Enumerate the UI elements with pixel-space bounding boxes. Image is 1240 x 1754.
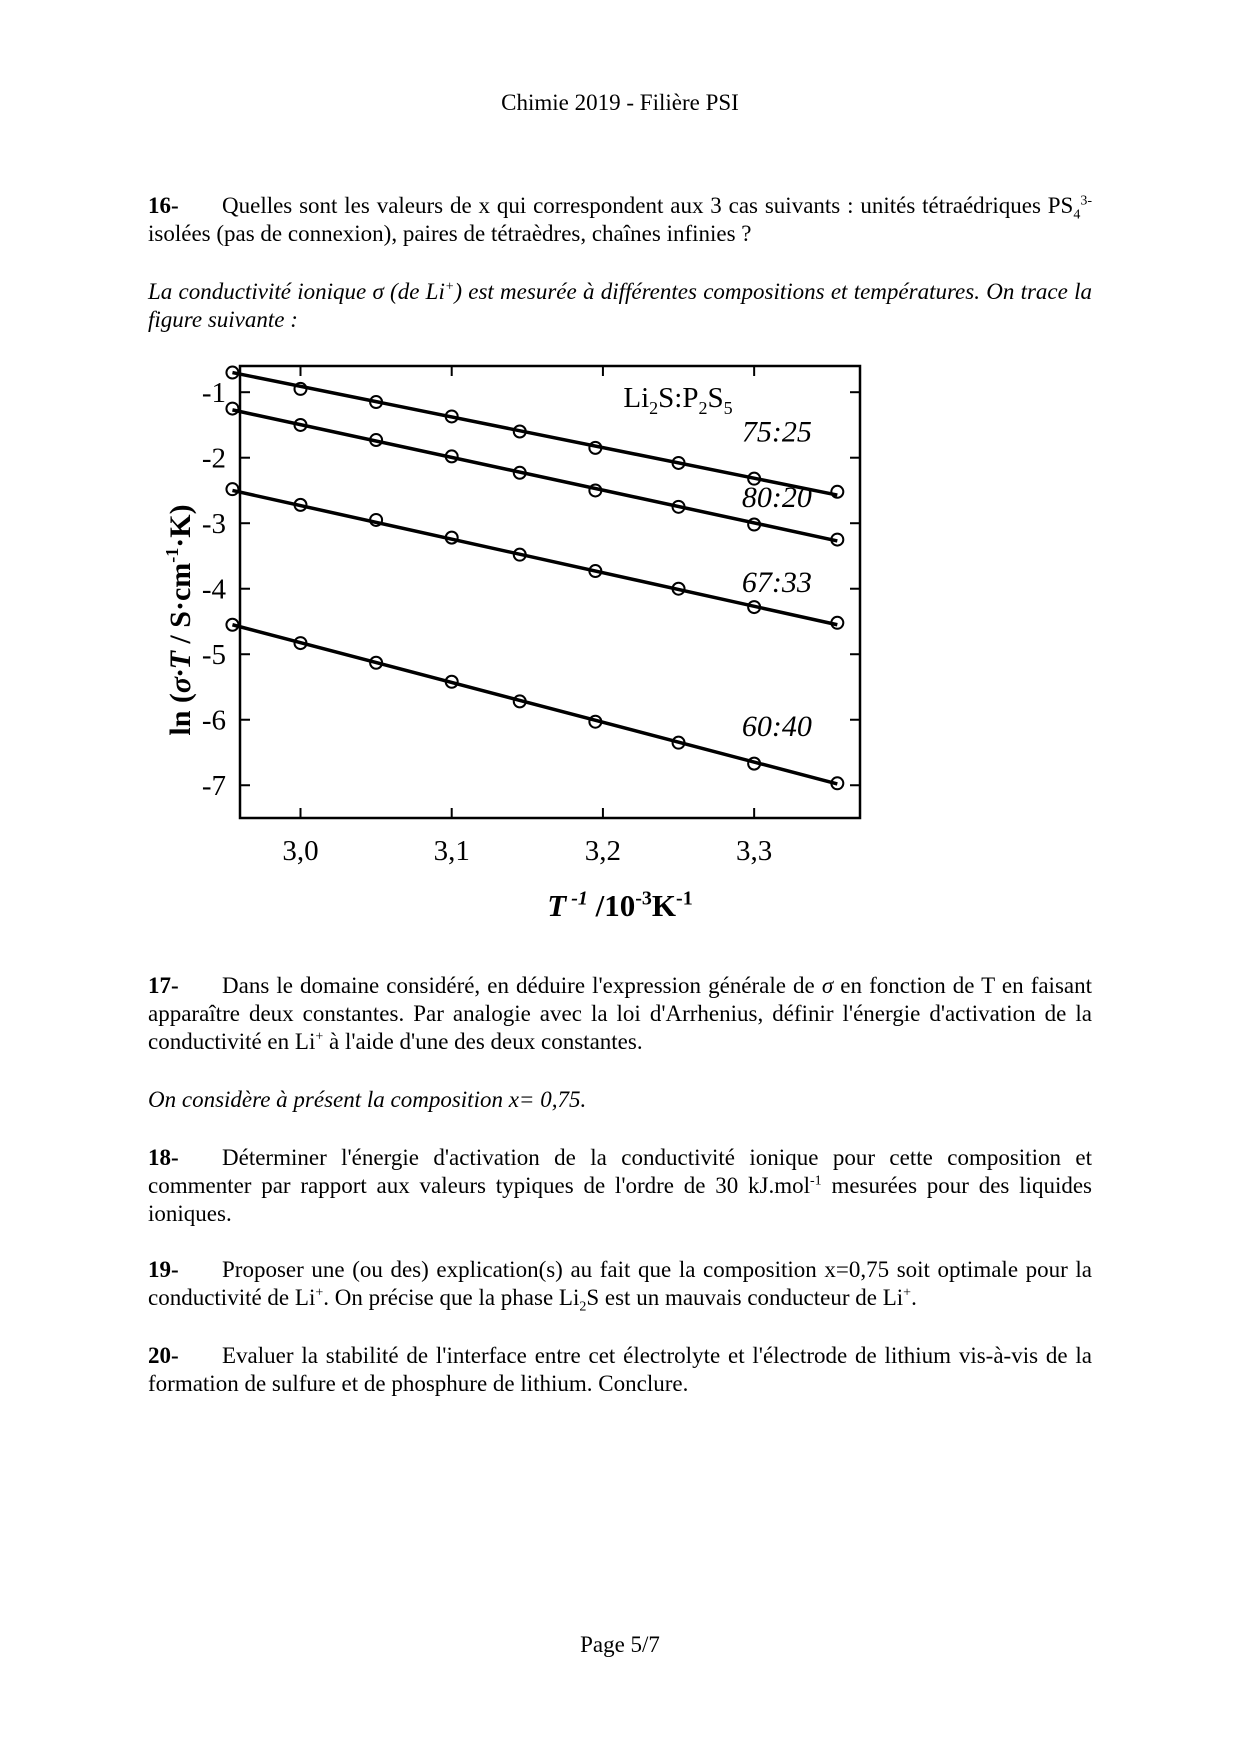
legend-part: S bbox=[707, 382, 724, 414]
legend-title bbox=[623, 382, 732, 418]
question-number: 17- bbox=[148, 973, 179, 998]
x-tick-label: 3,1 bbox=[433, 835, 470, 867]
ylabel-part: ln ( bbox=[164, 693, 197, 736]
x-tick-label: 3,3 bbox=[736, 835, 773, 867]
question-text: en fonction de T en faisant apparaître deux constantes. Par analogie avec la loi d'Arrhenius, définir l'énergie d'activation de la conductivité en Li bbox=[148, 973, 1092, 1054]
data-point bbox=[226, 403, 238, 415]
question-text: isolées (pas de connexion), paires de tétraèdres, chaînes infinies ? bbox=[148, 221, 752, 246]
question-number: 16- bbox=[148, 193, 179, 218]
question-20 bbox=[148, 1342, 1092, 1398]
intro-text: La conductivité ionique bbox=[148, 279, 373, 304]
series-label: 60:40 bbox=[741, 710, 812, 744]
question-text: . On précise que la phase Li bbox=[323, 1285, 580, 1310]
y-tick-label: -4 bbox=[201, 573, 226, 606]
ylabel-symbol: σ·T bbox=[164, 651, 197, 694]
superscript: + bbox=[315, 1285, 324, 1301]
legend-part: Li bbox=[623, 382, 650, 414]
y-axis-label bbox=[162, 504, 197, 735]
question-text: Proposer une (ou des) explication(s) au fait que la composition x=0,75 soit optimale pour la conductivité de Li bbox=[148, 1257, 1092, 1310]
series-label: 67:33 bbox=[741, 566, 812, 599]
question-16 bbox=[148, 192, 1092, 248]
legend-subscript: 2 bbox=[649, 398, 659, 418]
question-text: mesurées pour des liquides ioniques. bbox=[148, 1173, 1092, 1226]
y-tick-label: -7 bbox=[201, 770, 226, 803]
page-number: Page 5/7 bbox=[580, 1632, 660, 1657]
y-tick-label: -1 bbox=[201, 377, 226, 410]
ylabel-part: / S·cm bbox=[164, 562, 197, 652]
data-point bbox=[831, 486, 843, 498]
y-tick-label: -6 bbox=[201, 704, 226, 737]
y-tick-label: -3 bbox=[201, 508, 226, 541]
intro-text: ) est mesurée à différentes compositions et températures. On trace la figure suivante : bbox=[148, 279, 1092, 332]
legend-subscript: 5 bbox=[723, 398, 733, 418]
question-text: . bbox=[911, 1285, 917, 1310]
superscript: 3- bbox=[1080, 193, 1092, 209]
question-text: à l'aide d'une des deux constantes. bbox=[323, 1029, 643, 1054]
x-tick-label: 3,0 bbox=[282, 835, 319, 867]
intro-paragraph bbox=[148, 278, 1092, 334]
ylabel-part: ·K) bbox=[164, 504, 197, 548]
series-label: 75:25 bbox=[741, 415, 812, 449]
question-text: Evaluer la stabilité de l'interface entre cet électrolyte et l'électrode de lithium vis-à-vis de la formation de sulfure et de phosphure de lithium. Conclure. bbox=[148, 1343, 1092, 1396]
question-text: S est un mauvais conducteur de Li bbox=[586, 1285, 904, 1310]
xlabel-superscript: -3 bbox=[635, 887, 652, 910]
question-number: 20- bbox=[148, 1343, 179, 1368]
question-number: 19- bbox=[148, 1257, 179, 1282]
superscript: + bbox=[444, 279, 455, 295]
composition-note: On considère à présent la composition x= 0,75. bbox=[148, 1087, 587, 1112]
superscript: + bbox=[903, 1285, 912, 1301]
xlabel-T: T bbox=[547, 888, 567, 923]
y-tick-label: -2 bbox=[201, 442, 226, 475]
question-text: Déterminer l'énergie d'activation de la conductivité ionique pour cette composition et commenter par rapport aux valeurs typiques de l'ordre de 30 kJ.mol bbox=[148, 1145, 1092, 1198]
subscript: 4 bbox=[1073, 207, 1081, 223]
y-tick-label: -5 bbox=[201, 639, 226, 672]
question-text: Dans le domaine considéré, en déduire l'expression générale de bbox=[222, 973, 822, 998]
question-17 bbox=[148, 972, 1092, 1056]
xlabel-unit: K bbox=[651, 888, 677, 923]
x-tick-label: 3,2 bbox=[584, 835, 622, 867]
question-number: 18- bbox=[148, 1145, 179, 1170]
xlabel-part: /10 bbox=[587, 888, 636, 923]
series-label: 80:20 bbox=[741, 480, 812, 514]
legend-part: S:P bbox=[658, 382, 699, 414]
legend-subscript: 2 bbox=[698, 398, 708, 418]
arrhenius-chart bbox=[150, 350, 870, 870]
sigma-symbol: σ bbox=[821, 973, 834, 998]
superscript: + bbox=[315, 1029, 324, 1045]
page-header: Chimie 2019 - Filière PSI bbox=[501, 90, 739, 115]
xlabel-superscript: -1 bbox=[676, 887, 693, 910]
sigma-symbol: σ bbox=[372, 279, 384, 304]
plot-layer bbox=[202, 366, 860, 867]
intro-text: (de Li bbox=[383, 279, 445, 304]
xlabel-exponent: -1 bbox=[566, 887, 588, 910]
ylabel-superscript: -1 bbox=[162, 547, 182, 563]
data-point bbox=[226, 483, 238, 495]
superscript: -1 bbox=[810, 1173, 822, 1189]
question-18 bbox=[148, 1144, 1092, 1228]
question-text: Quelles sont les valeurs de x qui correspondent aux 3 cas suivants : unités tétraédriques PS bbox=[222, 193, 1074, 218]
fit-line-60-40 bbox=[232, 625, 837, 784]
subscript: 2 bbox=[579, 1299, 587, 1315]
x-axis-label bbox=[0, 888, 1240, 924]
question-19 bbox=[148, 1256, 1092, 1315]
